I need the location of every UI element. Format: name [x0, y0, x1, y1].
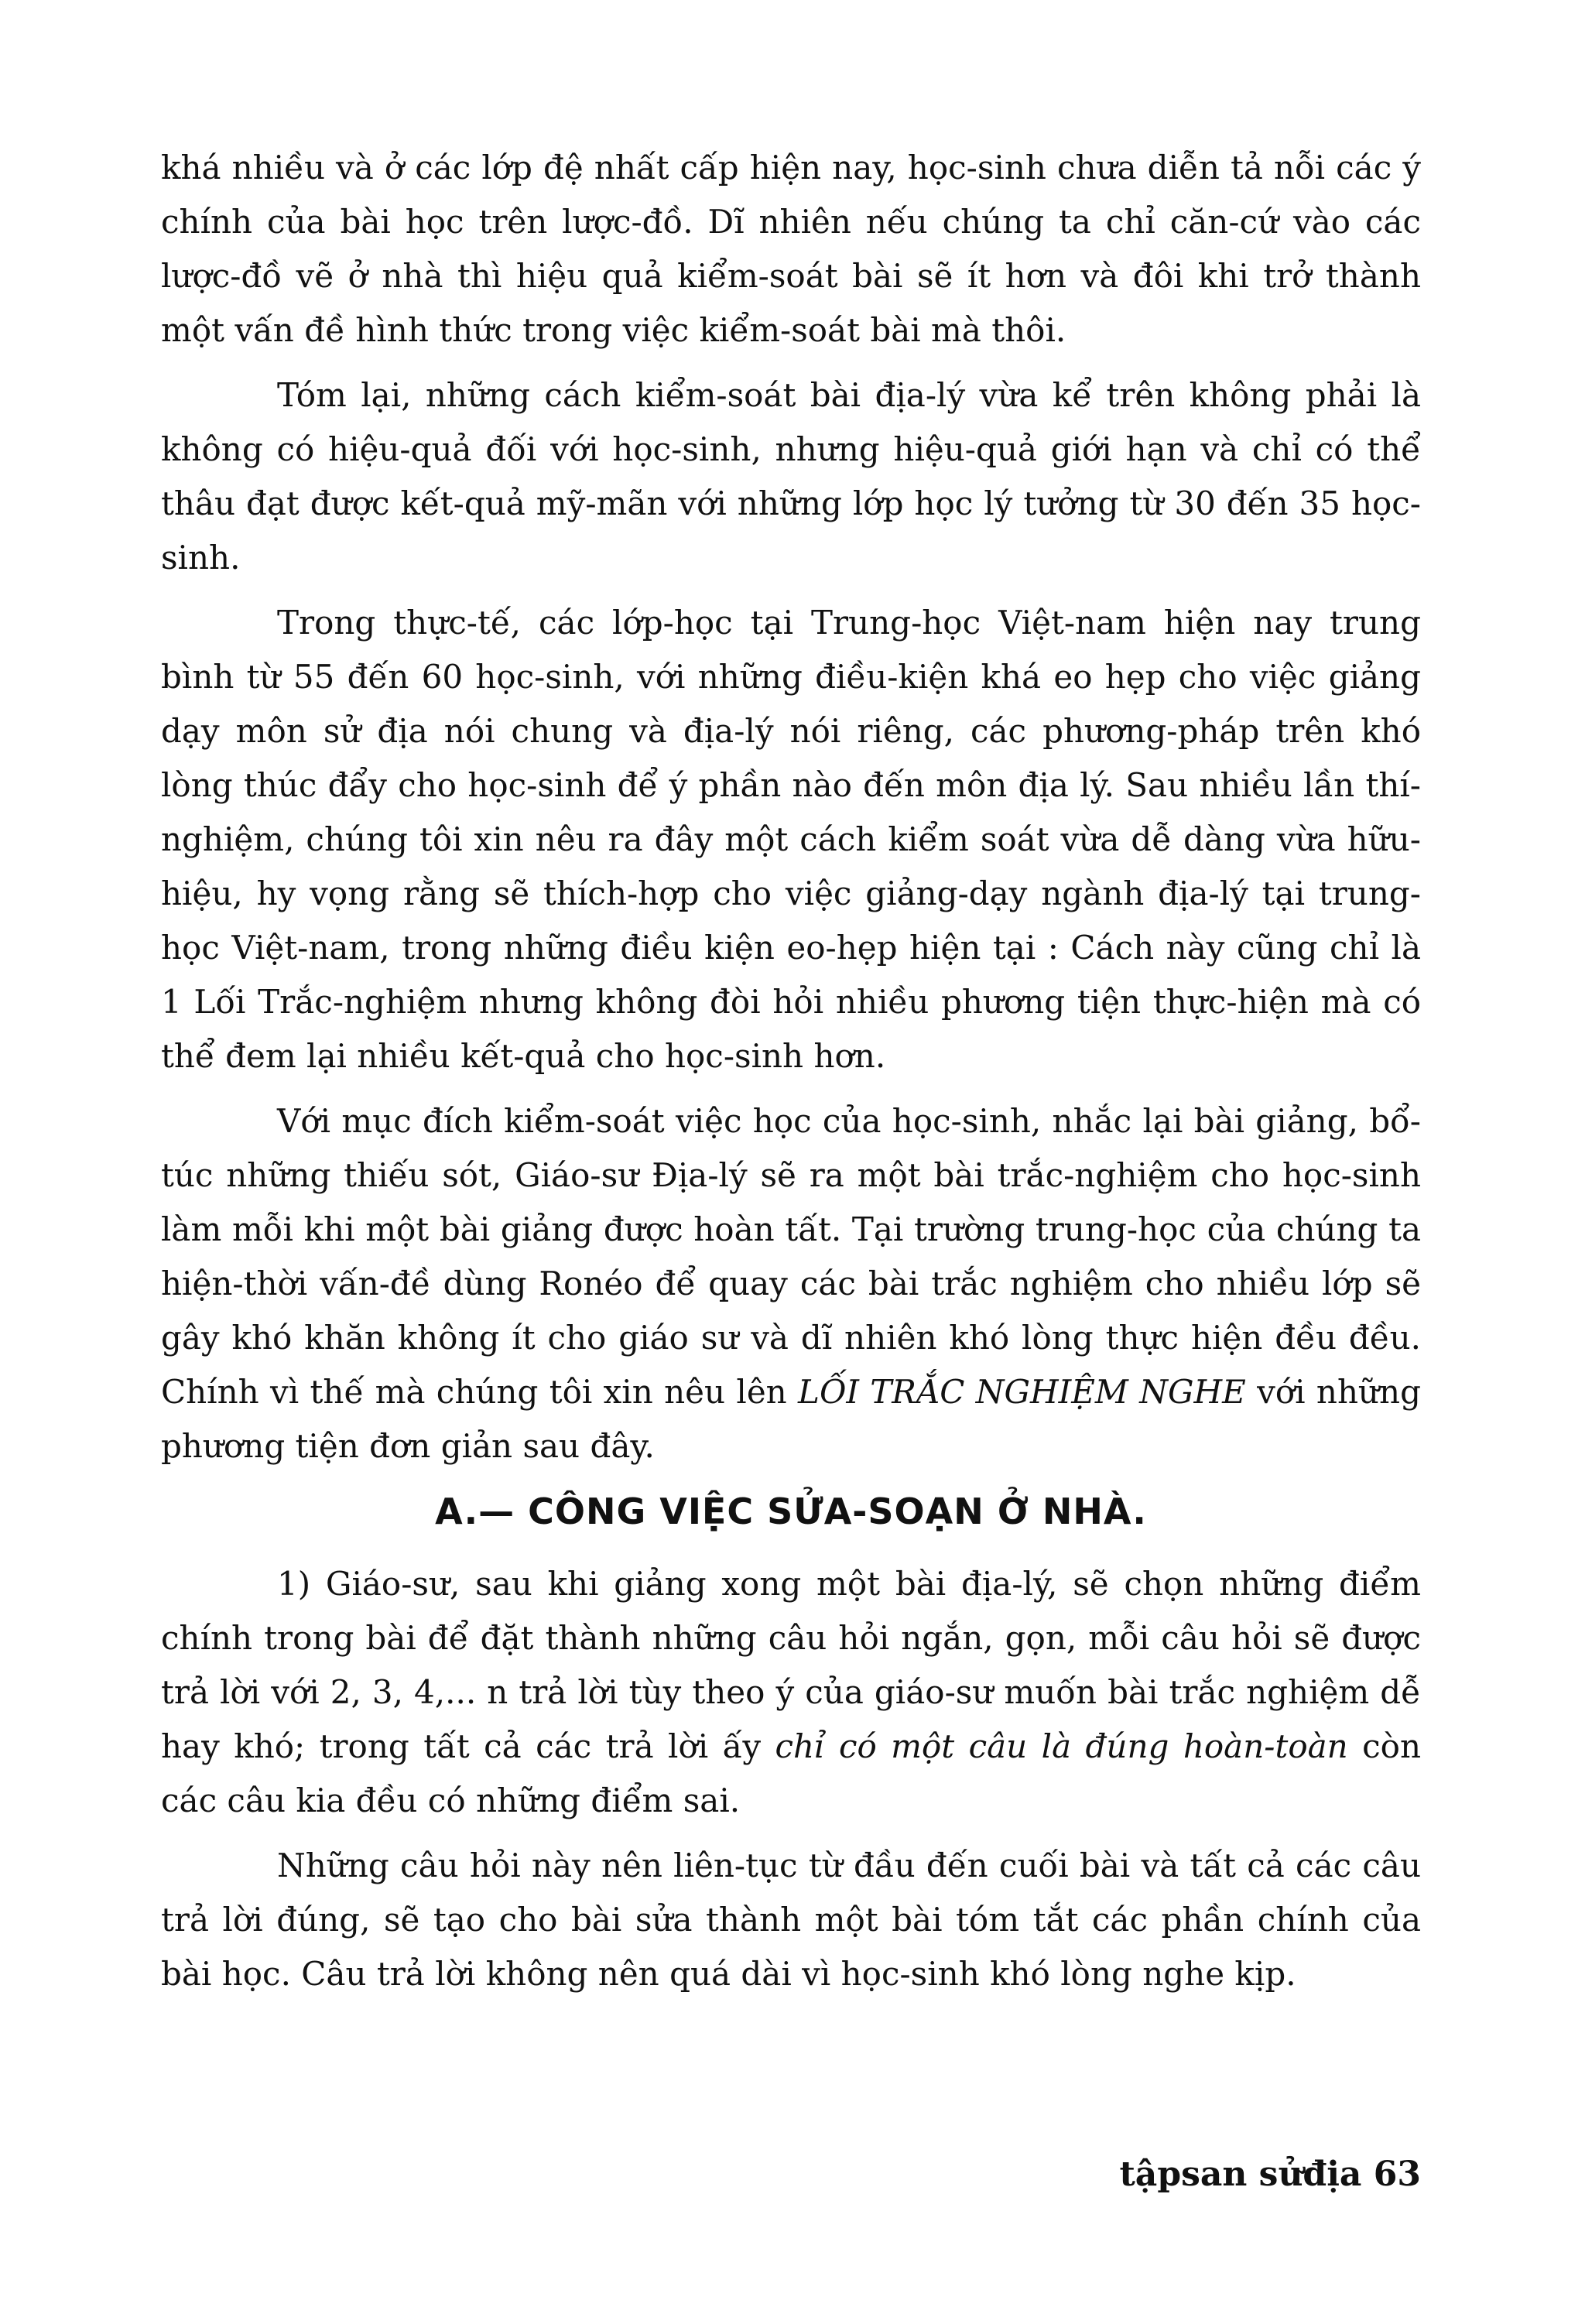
paragraph-3: Trong thực-tế, các lớp-học tại Trung-học Việt-nam hiện nay trung bình từ 55 đến 60 học-sinh, với những điều-kiện khá eo hẹp cho việc giảng dạy môn sử địa nói chung và địa-lý nói riêng, các phương-pháp trên khó lòng thúc đẩy cho học-sinh để ý phần nào đến môn địa lý. Sau nhiều lần thí-nghiệm, chúng tôi xin nêu ra đây một cách kiểm soát vừa dễ dàng vừa hữu-hiệu, hy vọng rằng sẽ thích-hợp cho việc giảng-dạy ngành địa-lý tại trung-học Việt-nam, trong những điều kiện eo-hẹp hiện tại : Cách này cũng chỉ là 1 Lối Trắc-nghiệm nhưng không đòi hỏi nhiều phương tiện thực-hiện mà có thể đem lại nhiều kết-quả cho học-sinh hơn. [161, 604, 1421, 1075]
paragraph-4-text: Với mục đích kiểm-soát việc học của học-sinh, nhắc lại bài giảng, bổ-túc những thiếu sót, Giáo-sư Địa-lý sẽ ra một bài trắc-nghiệm cho học-sinh làm mỗi khi một bài giảng được hoàn tất. Tại trường trung-học của chúng ta hiện-thời vấn-đề dùng Ronéo để quay các bài trắc nghiệm cho nhiều lớp sẽ gây khó khăn không ít cho giáo sư và dĩ nhiên khó lòng thực hiện đều đều. Chính vì thế mà chúng tôi xin nêu lên [161, 1102, 1421, 1411]
section-heading: A.— CÔNG VIỆC SỬA-SOẠN Ở NHÀ. [435, 1491, 1147, 1532]
paragraph-2: Tóm lại, những cách kiểm-soát bài địa-lý vừa kể trên không phải là không có hiệu-quả đối với học-sinh, nhưng hiệu-quả giới hạn và chỉ có thể thâu đạt được kết-quả mỹ-mãn với những lớp học lý tưởng từ 30 đến 35 học-sinh. [161, 376, 1421, 577]
page-body [161, 141, 1421, 2012]
paragraph-5 [161, 1557, 1421, 1828]
page-footer [1119, 2155, 1421, 2194]
paragraph-5-text: 1) Giáo-sư, sau khi giảng xong một bài địa-lý, sẽ chọn những điểm chính trong bài để đặt thành những câu hỏi ngắn, gọn, mỗi câu hỏi sẽ được trả lời với 2, 3, 4,... n trả lời tùy theo ý của giáo-sư muốn bài trắc nghiệm dễ hay khó; trong tất cả các trả lời ấy [161, 1565, 1421, 1765]
paragraph-5-tail: còn các câu kia đều có những điểm sai. [161, 1727, 1421, 1819]
paragraph-4-emphasis: LỐI TRẮC NGHIỆM NGHE [798, 1373, 1246, 1411]
page-number: 63 [1373, 2155, 1421, 2194]
paragraph-1: khá nhiều và ở các lớp đệ nhất cấp hiện nay, học-sinh chưa diễn tả nỗi các ý chính của bài học trên lược-đồ. Dĩ nhiên nếu chúng ta chỉ căn-cứ vào các lược-đồ vẽ ở nhà thì hiệu quả kiểm-soát bài sẽ ít hơn và đôi khi trở thành một vấn đề hình thức trong việc kiểm-soát bài mà thôi. [161, 149, 1421, 349]
paragraph-4-tail: với những phương tiện đơn giản sau đây. [161, 1373, 1421, 1465]
paragraph-4 [161, 1094, 1421, 1473]
publication-name: tậpsan sửđịa [1119, 2155, 1362, 2194]
paragraph-6: Những câu hỏi này nên liên-tục từ đầu đến cuối bài và tất cả các câu trả lời đúng, sẽ tạo cho bài sửa thành một bài tóm tắt các phần chính của bài học. Câu trả lời không nên quá dài vì học-sinh khó lòng nghe kịp. [161, 1847, 1421, 1993]
paragraph-5-emphasis: chỉ có một câu là đúng hoàn-toàn [775, 1727, 1348, 1765]
